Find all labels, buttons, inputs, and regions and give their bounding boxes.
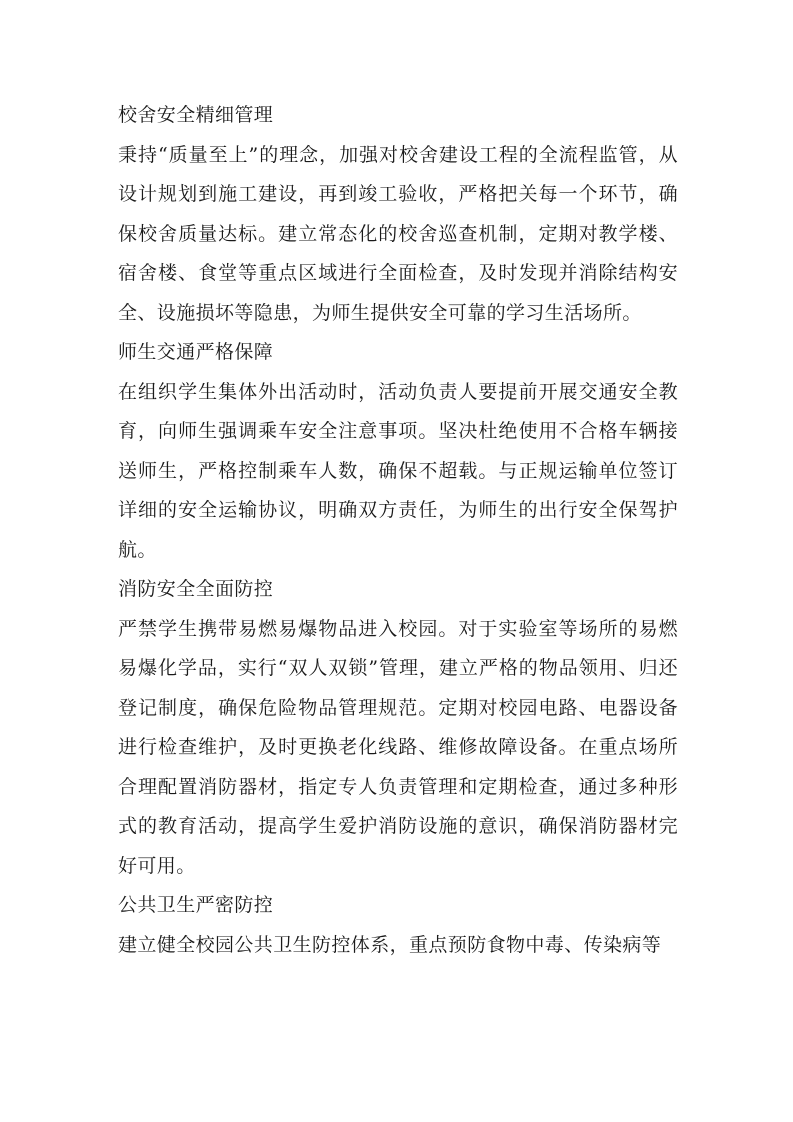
section-fire-safety bbox=[118, 570, 678, 886]
section-campus-buildings bbox=[118, 96, 678, 333]
section-heading: 师生交通严格保障 bbox=[118, 341, 274, 363]
section-public-health bbox=[118, 886, 678, 965]
section-heading: 消防安全全面防控 bbox=[118, 578, 274, 600]
section-traffic-safety bbox=[118, 333, 678, 570]
document-page bbox=[118, 96, 678, 965]
section-heading: 公共卫生严密防控 bbox=[118, 894, 274, 916]
section-paragraph: 建立健全校园公共卫生防控体系，重点预防食物中毒、传染病等 bbox=[118, 933, 662, 956]
section-heading: 校舍安全精细管理 bbox=[118, 104, 274, 126]
section-paragraph: 严禁学生携带易燃易爆物品进入校园。对于实验室等场所的易燃易爆化学品，实行“双人双锁”管理，建立严格的物品领用、归还登记制度，确保危险物品管理规范。定期对校园电路、电器设备进行检查维护，及时更换老化线路、维修故障设备。在重点场所合理配置消防器材，指定专人负责管理和定期检查，通过多种形式的教育活动，提高学生爱护消防设施的意识，确保消防器材完好可用。 bbox=[118, 617, 678, 877]
section-paragraph: 在组织学生集体外出活动时，活动负责人要提前开展交通安全教育，向师生强调乘车安全注意事项。坚决杜绝使用不合格车辆接送师生，严格控制乘车人数，确保不超载。与正规运输单位签订详细的安全运输协议，明确双方责任，为师生的出行安全保驾护航。 bbox=[118, 380, 678, 561]
section-paragraph: 秉持“质量至上”的理念，加强对校舍建设工程的全流程监管，从设计规划到施工建设，再到竣工验收，严格把关每一个环节，确保校舍质量达标。建立常态化的校舍巡查机制，定期对教学楼、宿舍楼、食堂等重点区域进行全面检查，及时发现并消除结构安全、设施损坏等隐患，为师生提供安全可靠的学习生活场所。 bbox=[118, 143, 678, 324]
